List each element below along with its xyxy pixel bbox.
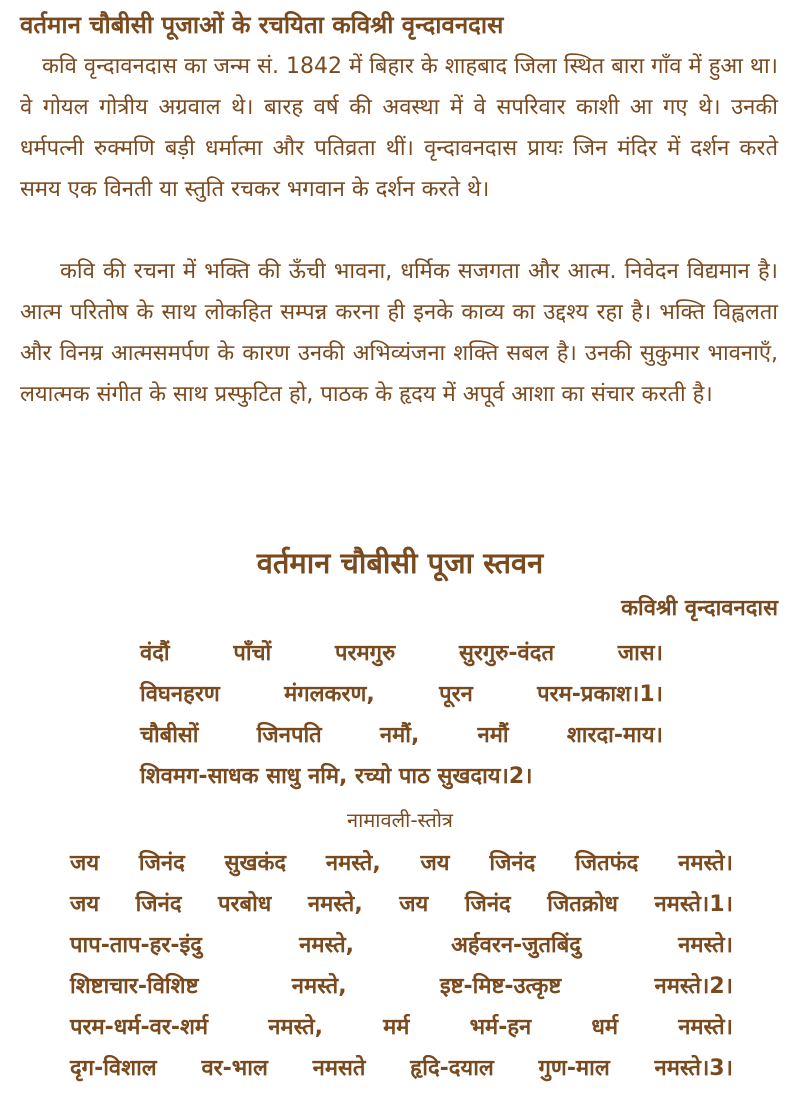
stotra-word: हृदि-दयाल	[410, 1056, 494, 1081]
verses-line	[140, 756, 663, 797]
stotra-line	[70, 884, 733, 925]
stotra-word: नमस्ते।	[678, 1015, 733, 1040]
verses-word: नमौं,	[379, 723, 420, 748]
stotra-word: जय	[70, 851, 100, 876]
stotra-word: जय	[420, 851, 450, 876]
stotra-word: जिनंद	[138, 851, 185, 876]
stotra-word: भर्म-हन	[469, 1015, 532, 1040]
stotra-word: नमस्ते।	[678, 851, 733, 876]
stotra-word: जिनंद	[464, 892, 511, 917]
verses-word: मंगलकरण,	[284, 682, 375, 707]
stotra-word: जय	[70, 892, 100, 917]
verses-word: शिवमग-साधक साधु नमि, रच्यो पाठ सुखदाय।2।	[140, 764, 533, 789]
stotra-line	[70, 925, 733, 966]
stotra-line	[70, 1048, 733, 1089]
stotra-line	[70, 1007, 733, 1048]
stotra-subtitle: नामावली-स्तोत्र	[347, 808, 453, 832]
verses-word: पूरन	[439, 682, 473, 707]
invocation-verses	[140, 633, 663, 797]
verses-word: जास।	[617, 641, 663, 666]
stotra-line	[70, 843, 733, 884]
verses-line	[140, 674, 663, 715]
verses-word: विघनहरण	[140, 682, 220, 707]
stotra-word: इष्ट-मिष्ट-उत्कृष्ट	[439, 974, 562, 999]
stotra-word: नमसते	[312, 1056, 366, 1081]
stotra-word: धर्म	[591, 1015, 619, 1040]
verses-line	[140, 715, 663, 756]
verses-word: शारदा-माय।	[566, 723, 663, 748]
stotra-word: सुखकंद	[224, 851, 287, 876]
poetry-description-paragraph: कवि की रचना में भक्ति की ऊँची भावना, धर्मिक सजगता और आत्म. निवेदन विद्यमान है। आत्म परितोष के साथ लोकहित सम्पन्न करना ही इनके काव्य का उद्दश्य रहा है। भक्ति विह्वलता और विनम्र आत्मसमर्पण के कारण उनकी अभिव्यंजना शक्ति सबल है। उनकी सुकुमार भावनाएँ, लयात्मक संगीत के साथ प्रस्फुटित हो, पाठक के हृदय में अपूर्व आशा का संचार करती है।	[20, 259, 778, 407]
stotra-word: मर्म	[383, 1015, 410, 1040]
stotra-word: नमस्ते,	[307, 892, 363, 917]
verses-word: जिनपति	[256, 723, 322, 748]
section-heading: वर्तमान चौबीसी पूजाओं के रचयिता कविश्री वृन्दावनदास	[20, 11, 504, 39]
stotra-word: नमस्ते।3।	[654, 1056, 733, 1081]
stotra-word: शिष्टाचार-विशिष्ट	[70, 974, 199, 999]
stotra-word: अर्हवरन-जुतबिंदु	[451, 933, 581, 958]
stotra-word: पाप-ताप-हर-इंदु	[70, 933, 202, 958]
stotra-word: नमस्ते।2।	[654, 974, 733, 999]
verses-word: वंदौं	[140, 641, 170, 666]
verses-word: नमौं	[477, 723, 509, 748]
stotra-line	[70, 966, 733, 1007]
verses-word: पाँचों	[233, 641, 272, 666]
verses-word: सुरगुरु-वंदत	[459, 641, 554, 666]
stotra-word: नमस्ते,	[299, 933, 354, 958]
biography-paragraph: कवि वृन्दावनदास का जन्म सं. 1842 में बिहार के शाहबाद जिला स्थित बारा गाँव में हुआ था। वे गोयल गोत्रीय अग्रवाल थे। बारह वर्ष की अवस्था में वे सपरिवार काशी आ गए थे। उनकी धर्मपत्नी रुक्मणि बड़ी धर्मात्मा और पतिव्रता थीं। वृन्दावनदास प्रायः जिन मंदिर में दर्शन करते समय एक विनती या स्तुति रचकर भगवान के दर्शन करते थे।	[20, 54, 778, 202]
verses-line	[140, 633, 663, 674]
stotra-word: परम-धर्म-वर-शर्म	[70, 1015, 209, 1040]
stotra-word: वर-भाल	[201, 1056, 268, 1081]
stotra-word: नमस्ते।1।	[654, 892, 733, 917]
verses-word: परम-प्रकाश।1।	[537, 682, 663, 707]
stotra-word: जय	[399, 892, 429, 917]
namavali-stotra	[70, 843, 733, 1089]
stotra-word: नमस्ते।	[678, 933, 733, 958]
verses-word: परमगुरु	[335, 641, 396, 666]
poem-author: कविश्री वृन्दावनदास	[621, 596, 778, 621]
stotra-word: जिनंद	[135, 892, 182, 917]
stotra-word: गुण-माल	[538, 1056, 610, 1081]
stotra-word: परबोध	[218, 892, 272, 917]
stotra-word: नमस्ते,	[325, 851, 381, 876]
stotra-word: दृग-विशाल	[70, 1056, 157, 1081]
stotra-word: जितक्रोध	[547, 892, 618, 917]
poem-title: वर्तमान चौबीसी पूजा स्तवन	[256, 546, 544, 580]
stotra-word: जितफंद	[575, 851, 639, 876]
stotra-word: जिनंद	[489, 851, 536, 876]
stotra-word: नमस्ते,	[291, 974, 347, 999]
verses-word: चौबीसों	[140, 723, 199, 748]
stotra-word: नमस्ते,	[268, 1015, 324, 1040]
